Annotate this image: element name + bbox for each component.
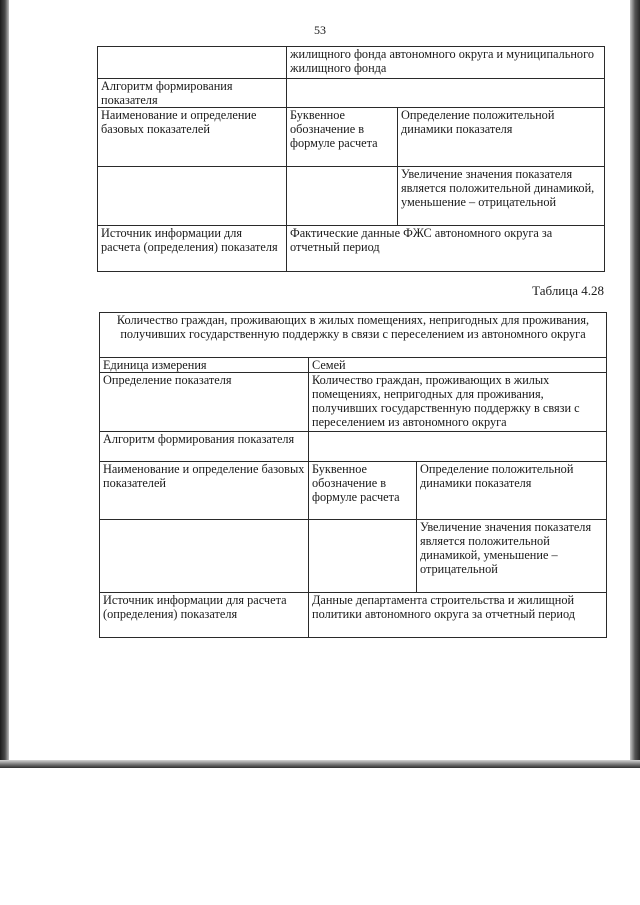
positive-dynamics-label: Определение положительной динамики показателя xyxy=(398,108,605,167)
letter-designation-label: Буквенное обозначение в формуле расчета xyxy=(309,462,417,520)
base-indicators-label: Наименование и определение базовых показателей xyxy=(100,462,309,520)
definition-label: Определение показателя xyxy=(100,373,309,432)
definition-value: Количество граждан, проживающих в жилых помещениях, непригодных для проживания, получивших государственную поддержку в связи с переселением из автономного округа xyxy=(309,373,607,432)
positive-dynamics-label: Определение положительной динамики показателя xyxy=(417,462,607,520)
positive-dynamics-value: Увеличение значения показателя является положительной динамикой, уменьшение – отрицательной xyxy=(398,167,605,226)
base-indicators-label: Наименование и определение базовых показателей xyxy=(98,108,287,167)
indicator-table-continued xyxy=(97,46,605,272)
table-cell-empty xyxy=(309,520,417,593)
table-row xyxy=(98,47,605,79)
source-value: Данные департамента строительства и жилищной политики автономного округа за отчетный период xyxy=(309,593,607,638)
indicator-table-4-28 xyxy=(99,312,607,638)
table-row xyxy=(98,108,605,167)
algorithm-label: Алгоритм формирования показателя xyxy=(98,79,287,108)
table-caption: Таблица 4.28 xyxy=(532,283,604,298)
algorithm-label: Алгоритм формирования показателя xyxy=(100,432,309,462)
table-row xyxy=(100,520,607,593)
letter-designation-label: Буквенное обозначение в формуле расчета xyxy=(287,108,398,167)
table-row xyxy=(100,432,607,462)
continuation-text: жилищного фонда автономного округа и муниципального жилищного фонда xyxy=(287,47,605,79)
table-row xyxy=(98,79,605,108)
source-label: Источник информации для расчета (определения) показателя xyxy=(98,226,287,272)
table-cell-empty xyxy=(100,520,309,593)
table-row xyxy=(98,167,605,226)
table-cell-empty xyxy=(98,167,287,226)
unit-value: Семей xyxy=(309,358,607,373)
table-row xyxy=(100,358,607,373)
positive-dynamics-value: Увеличение значения показателя является положительной динамикой, уменьшение – отрицательной xyxy=(417,520,607,593)
page-number: 53 xyxy=(314,23,326,37)
scan-shadow-bottom xyxy=(0,760,640,768)
scan-shadow-right xyxy=(630,0,640,768)
algorithm-value xyxy=(309,432,607,462)
table-row xyxy=(100,462,607,520)
unit-label: Единица измерения xyxy=(100,358,309,373)
source-value: Фактические данные ФЖС автономного округа за отчетный период xyxy=(287,226,605,272)
table-row xyxy=(100,593,607,638)
algorithm-value xyxy=(287,79,605,108)
table-cell-empty xyxy=(287,167,398,226)
table-cell-empty xyxy=(98,47,287,79)
table-row xyxy=(100,373,607,432)
table-row xyxy=(100,313,607,358)
indicator-title: Количество граждан, проживающих в жилых помещениях, непригодных для проживания, получивших государственную поддержку в связи с переселением из автономного округа xyxy=(100,313,607,358)
source-label: Источник информации для расчета (определения) показателя xyxy=(100,593,309,638)
table-row xyxy=(98,226,605,272)
scan-shadow-left xyxy=(0,0,9,768)
